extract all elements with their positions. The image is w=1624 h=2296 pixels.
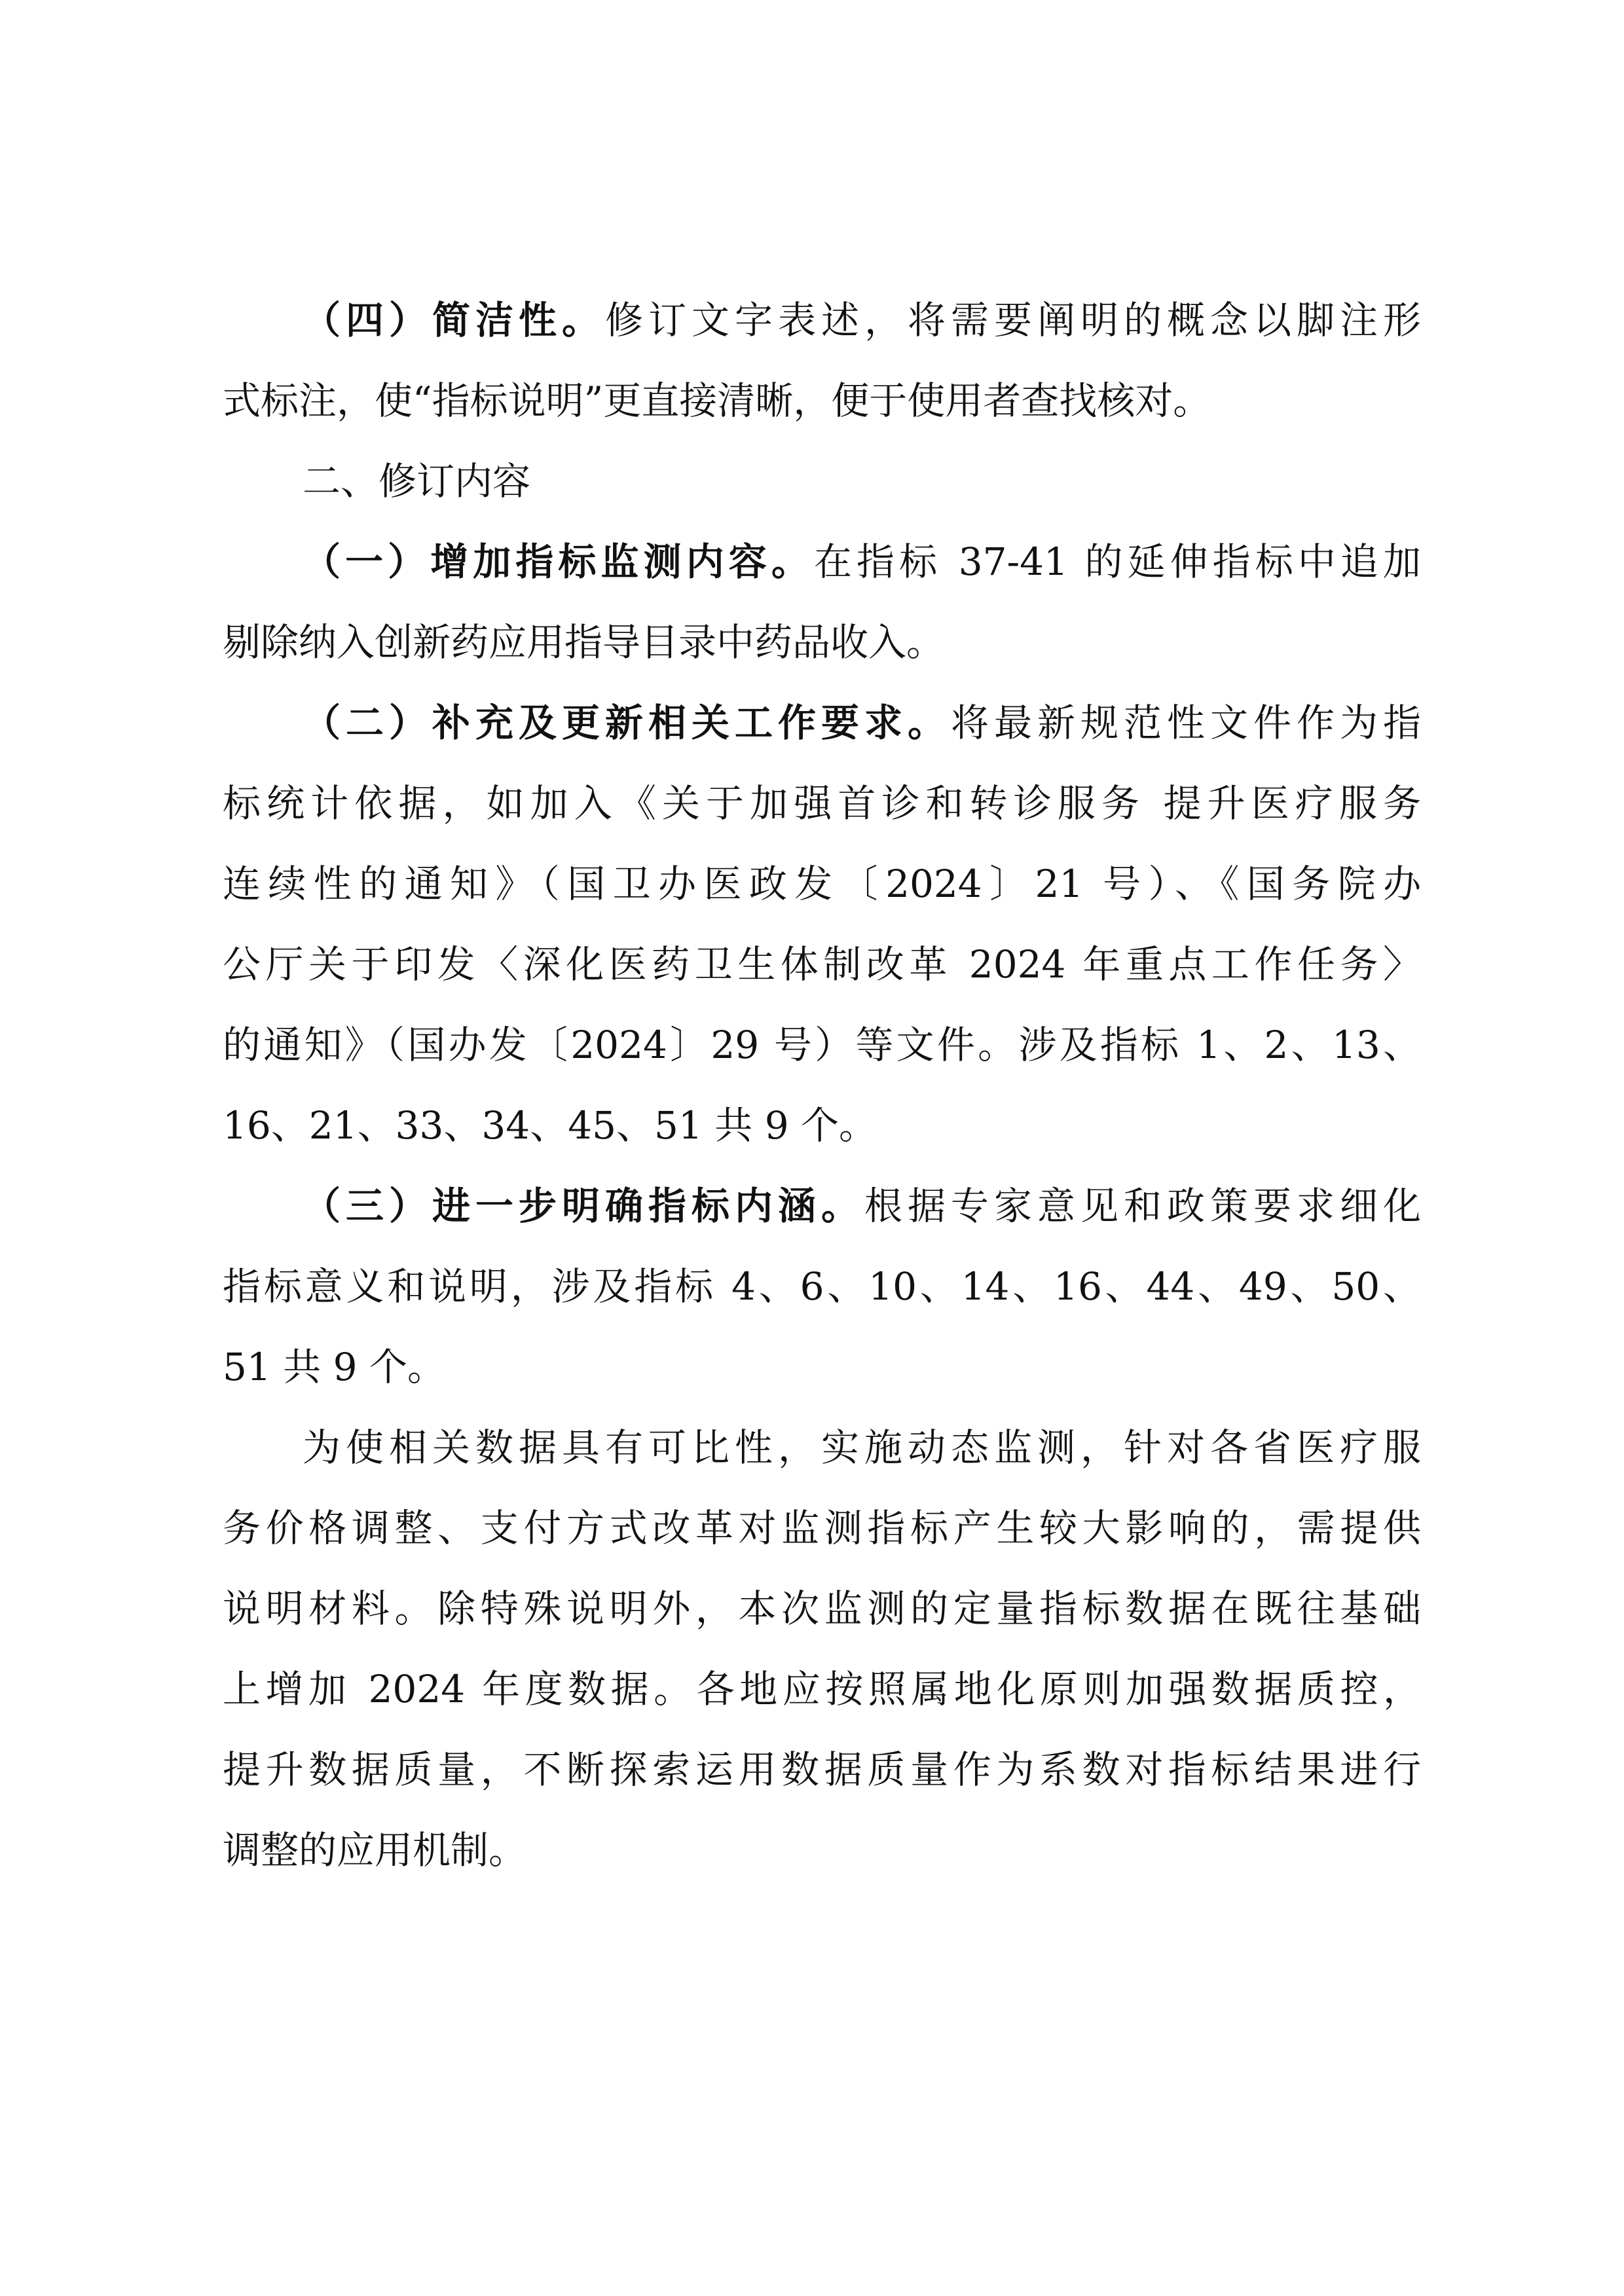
text-line: 标统计依据，如加入《关于加强首诊和转诊服务 提升医疗服务 — [223, 781, 1421, 826]
paragraph-revision-2 — [223, 683, 1421, 1166]
section-lead: （三）进一步明确指标内涵。 — [303, 1184, 864, 1228]
text-line: 式标注，使“指标说明”更直接清晰，便于使用者查找核对。 — [223, 378, 1211, 423]
text-line: 公厅关于印发〈深化医药卫生体制改革 2024 年重点工作任务〉 — [223, 942, 1421, 987]
text-line: 调整的应用机制。 — [223, 1828, 527, 1872]
text-line: 提升数据质量，不断探索运用数据质量作为系数对指标结果进行 — [223, 1747, 1421, 1792]
text-line: 为使相关数据具有可比性，实施动态监测，针对各省医疗服 — [303, 1425, 1421, 1470]
text-line — [223, 1166, 1421, 1247]
document-page — [223, 280, 1421, 1891]
text-span: 将最新规范性文件作为指 — [950, 701, 1421, 745]
text-line: 连续性的通知》（国卫办医政发〔2024〕21 号）、《国务院办 — [223, 862, 1421, 906]
section-lead: （二）补充及更新相关工作要求。 — [303, 701, 951, 745]
section-heading: 二、修订内容 — [303, 459, 531, 503]
text-line — [223, 683, 1421, 763]
text-line: 说明材料。除特殊说明外，本次监测的定量指标数据在既往基础 — [223, 1586, 1421, 1631]
text-line: 指标意义和说明，涉及指标 4、6、10、14、16、44、49、50、 — [223, 1264, 1421, 1309]
text-line: 务价格调整、支付方式改革对监测指标产生较大影响的，需提供 — [223, 1506, 1421, 1550]
text-line — [223, 522, 1421, 602]
text-line: 51 共 9 个。 — [223, 1345, 446, 1389]
text-line: 上增加 2024 年度数据。各地应按照属地化原则加强数据质控， — [223, 1667, 1421, 1711]
text-span: 根据专家意见和政策要求细化 — [864, 1184, 1421, 1228]
paragraph-revision-1 — [223, 522, 1421, 683]
text-line: 16、21、33、34、45、51 共 9 个。 — [223, 1103, 877, 1148]
paragraph-revision-3 — [223, 1166, 1421, 1408]
paragraph-conciseness — [223, 280, 1421, 441]
text-span: 修订文字表述，将需要阐明的概念以脚注形 — [605, 298, 1421, 342]
text-line — [223, 280, 1421, 361]
text-span: 在指标 37-41 的延伸指标中追加 — [813, 539, 1421, 584]
text-line: 的通知》（国办发〔2024〕29 号）等文件。涉及指标 1、2、13、 — [223, 1023, 1421, 1067]
section-lead: （一）增加指标监测内容。 — [303, 539, 814, 584]
section-lead: （四）简洁性。 — [303, 298, 605, 342]
text-line: 剔除纳入创新药应用指导目录中药品收入。 — [223, 620, 945, 665]
section-heading-revision-content — [223, 441, 1421, 522]
paragraph-closing — [223, 1408, 1421, 1891]
